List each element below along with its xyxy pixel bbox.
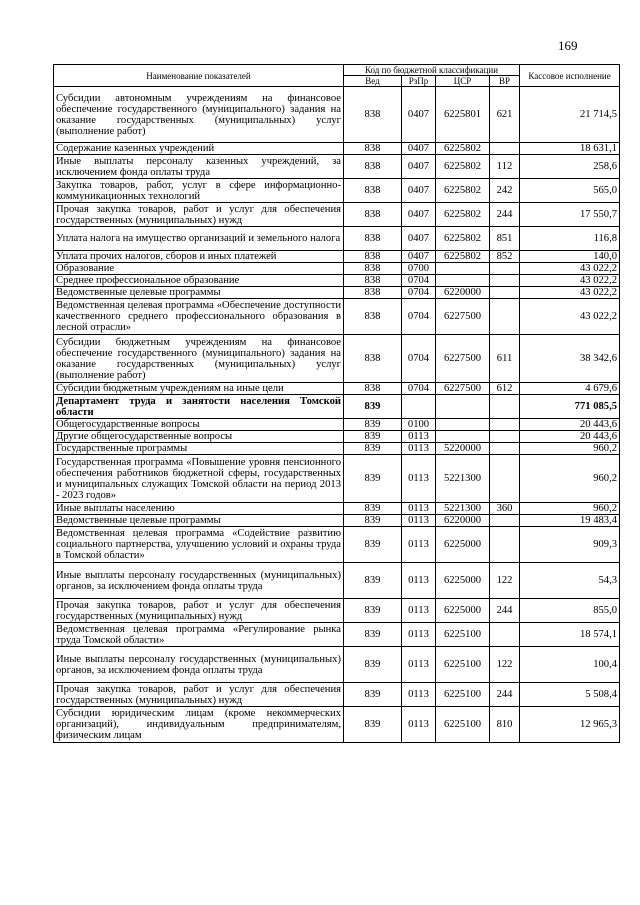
cell-vr [490, 623, 520, 647]
cell-amount: 21 714,5 [520, 87, 620, 143]
cell-amount: 20 443,6 [520, 419, 620, 431]
cell-amount: 960,2 [520, 443, 620, 455]
cell-rzpr: 0407 [402, 251, 436, 263]
table-row [54, 455, 620, 503]
header-code-group: Код по бюджетной классификации [344, 65, 520, 76]
cell-name: Ведомственная целевая программа «Содействие развитию социального партнерства, улучшению условий и охраны труда в Томской области» [54, 527, 344, 563]
cell-csr: 6220000 [436, 515, 490, 527]
cell-vr [490, 395, 520, 419]
cell-csr: 5221300 [436, 455, 490, 503]
cell-amount: 258,6 [520, 155, 620, 179]
cell-rzpr: 0113 [402, 431, 436, 443]
cell-csr [436, 275, 490, 287]
cell-ved: 839 [344, 647, 402, 683]
table-row [54, 275, 620, 287]
cell-name: Государственная программа «Повышение уровня пенсионного обеспечения работников бюджетной сферы, государственных и муниципальных служащих Томской области на период 2013 - 2023 годов» [54, 455, 344, 503]
cell-amount: 18 631,1 [520, 143, 620, 155]
cell-rzpr: 0113 [402, 503, 436, 515]
cell-rzpr: 0113 [402, 647, 436, 683]
cell-ved: 838 [344, 383, 402, 395]
cell-csr: 6225801 [436, 87, 490, 143]
header-name: Наименование показателей [54, 65, 344, 87]
cell-vr: 122 [490, 563, 520, 599]
cell-ved: 838 [344, 227, 402, 251]
cell-rzpr: 0113 [402, 683, 436, 707]
table-row [54, 335, 620, 383]
cell-amount: 43 022,2 [520, 263, 620, 275]
cell-ved: 839 [344, 443, 402, 455]
cell-name: Содержание казенных учреждений [54, 143, 344, 155]
cell-ved: 839 [344, 503, 402, 515]
cell-ved: 839 [344, 431, 402, 443]
cell-csr: 6225000 [436, 527, 490, 563]
cell-csr: 6225802 [436, 251, 490, 263]
cell-name: Иные выплаты персоналу государственных (муниципальных) органов, за исключением фонда оплаты труда [54, 563, 344, 599]
table-row [54, 503, 620, 515]
cell-rzpr: 0704 [402, 383, 436, 395]
table-row [54, 515, 620, 527]
cell-rzpr: 0407 [402, 203, 436, 227]
table-row [54, 87, 620, 143]
cell-amount: 17 550,7 [520, 203, 620, 227]
cell-ved: 839 [344, 455, 402, 503]
cell-ved: 838 [344, 263, 402, 275]
cell-name: Субсидии юридическим лицам (кроме некоммерческих организаций), индивидуальным предпринимателям, физическим лицам [54, 707, 344, 743]
budget-execution-table [53, 64, 620, 743]
cell-name: Ведомственные целевые программы [54, 287, 344, 299]
cell-rzpr: 0113 [402, 563, 436, 599]
cell-name: Прочая закупка товаров, работ и услуг для обеспечения государственных (муниципальных) нужд [54, 599, 344, 623]
cell-rzpr: 0704 [402, 299, 436, 335]
cell-vr [490, 515, 520, 527]
header-rzpr: РзПр [402, 76, 436, 87]
cell-vr [490, 443, 520, 455]
cell-name: Иные выплаты населению [54, 503, 344, 515]
cell-vr: 851 [490, 227, 520, 251]
cell-vr: 852 [490, 251, 520, 263]
cell-amount: 43 022,2 [520, 287, 620, 299]
cell-vr: 621 [490, 87, 520, 143]
table-body [54, 87, 620, 743]
cell-amount: 38 342,6 [520, 335, 620, 383]
cell-csr: 6220000 [436, 287, 490, 299]
cell-csr: 6225100 [436, 647, 490, 683]
cell-rzpr: 0704 [402, 275, 436, 287]
cell-ved: 839 [344, 395, 402, 419]
cell-ved: 838 [344, 287, 402, 299]
cell-vr: 810 [490, 707, 520, 743]
cell-rzpr: 0113 [402, 515, 436, 527]
cell-ved: 839 [344, 527, 402, 563]
cell-vr: 112 [490, 155, 520, 179]
table-row [54, 395, 620, 419]
table-row [54, 431, 620, 443]
cell-rzpr: 0407 [402, 227, 436, 251]
cell-ved: 839 [344, 563, 402, 599]
cell-rzpr: 0704 [402, 287, 436, 299]
cell-rzpr: 0407 [402, 155, 436, 179]
cell-amount: 18 574,1 [520, 623, 620, 647]
header-amount: Кассовое исполнение [520, 65, 620, 87]
cell-rzpr [402, 395, 436, 419]
table-row [54, 143, 620, 155]
table-row [54, 179, 620, 203]
cell-csr [436, 263, 490, 275]
cell-name: Образование [54, 263, 344, 275]
cell-vr [490, 419, 520, 431]
cell-csr: 6225802 [436, 143, 490, 155]
cell-amount: 565,0 [520, 179, 620, 203]
cell-vr [490, 527, 520, 563]
cell-amount: 100,4 [520, 647, 620, 683]
cell-csr: 5221300 [436, 503, 490, 515]
cell-ved: 838 [344, 179, 402, 203]
cell-amount: 19 483,4 [520, 515, 620, 527]
cell-amount: 4 679,6 [520, 383, 620, 395]
cell-name: Закупка товаров, работ, услуг в сфере информационно-коммуникационных технологий [54, 179, 344, 203]
cell-ved: 838 [344, 275, 402, 287]
cell-vr [490, 287, 520, 299]
cell-ved: 838 [344, 251, 402, 263]
cell-ved: 838 [344, 299, 402, 335]
cell-ved: 839 [344, 707, 402, 743]
cell-name: Ведомственные целевые программы [54, 515, 344, 527]
header-vr: ВР [490, 76, 520, 87]
table-row [54, 227, 620, 251]
cell-rzpr: 0113 [402, 527, 436, 563]
cell-amount: 54,3 [520, 563, 620, 599]
cell-csr: 6225802 [436, 155, 490, 179]
header-ved: Вед [344, 76, 402, 87]
cell-rzpr: 0113 [402, 599, 436, 623]
table-row [54, 263, 620, 275]
table-row [54, 383, 620, 395]
cell-vr [490, 143, 520, 155]
cell-name: Прочая закупка товаров, работ и услуг для обеспечения государственных (муниципальных) нужд [54, 203, 344, 227]
cell-name: Общегосударственные вопросы [54, 419, 344, 431]
cell-amount: 855,0 [520, 599, 620, 623]
cell-amount: 960,2 [520, 503, 620, 515]
cell-rzpr: 0113 [402, 455, 436, 503]
cell-vr: 122 [490, 647, 520, 683]
table-row [54, 419, 620, 431]
cell-csr: 6225100 [436, 707, 490, 743]
cell-name: Уплата налога на имущество организаций и земельного налога [54, 227, 344, 251]
cell-csr: 6227500 [436, 335, 490, 383]
table-row [54, 299, 620, 335]
cell-csr [436, 419, 490, 431]
cell-rzpr: 0407 [402, 87, 436, 143]
cell-vr: 244 [490, 203, 520, 227]
cell-ved: 838 [344, 87, 402, 143]
cell-csr: 6225000 [436, 599, 490, 623]
cell-vr [490, 431, 520, 443]
cell-ved: 838 [344, 155, 402, 179]
cell-name: Субсидии бюджетным учреждениям на иные цели [54, 383, 344, 395]
cell-vr [490, 455, 520, 503]
cell-name: Субсидии бюджетным учреждениям на финансовое обеспечение государственного (муниципального) задания на оказание государственных (муниципальных) услуг (выполнение работ) [54, 335, 344, 383]
cell-amount: 20 443,6 [520, 431, 620, 443]
cell-amount: 140,0 [520, 251, 620, 263]
cell-name: Департамент труда и занятости населения Томской области [54, 395, 344, 419]
cell-ved: 839 [344, 623, 402, 647]
cell-csr: 6225000 [436, 563, 490, 599]
cell-rzpr: 0113 [402, 443, 436, 455]
cell-csr: 5220000 [436, 443, 490, 455]
table-row [54, 563, 620, 599]
table-row [54, 251, 620, 263]
table-row [54, 599, 620, 623]
cell-csr: 6227500 [436, 383, 490, 395]
cell-amount: 116,8 [520, 227, 620, 251]
table-row [54, 683, 620, 707]
cell-rzpr: 0700 [402, 263, 436, 275]
cell-csr: 6225100 [436, 683, 490, 707]
cell-vr: 612 [490, 383, 520, 395]
cell-vr: 360 [490, 503, 520, 515]
table-row [54, 527, 620, 563]
cell-csr: 6225802 [436, 203, 490, 227]
cell-amount: 43 022,2 [520, 299, 620, 335]
cell-ved: 839 [344, 515, 402, 527]
cell-vr [490, 275, 520, 287]
table-row [54, 623, 620, 647]
cell-name: Уплата прочих налогов, сборов и иных платежей [54, 251, 344, 263]
cell-name: Государственные программы [54, 443, 344, 455]
cell-ved: 838 [344, 335, 402, 383]
header-csr: ЦСР [436, 76, 490, 87]
cell-rzpr: 0113 [402, 707, 436, 743]
cell-name: Иные выплаты персоналу государственных (муниципальных) органов, за исключением фонда оплаты труда [54, 647, 344, 683]
cell-vr: 244 [490, 599, 520, 623]
cell-ved: 838 [344, 203, 402, 227]
cell-name: Субсидии автономным учреждениям на финансовое обеспечение государственного (муниципального) задания на оказание государственных (муниципальных) услуг (выполнение работ) [54, 87, 344, 143]
table-row [54, 707, 620, 743]
cell-name: Ведомственная целевая программа «Обеспечение доступности качественного среднего профессионального образования в лесной отрасли» [54, 299, 344, 335]
cell-amount: 12 965,3 [520, 707, 620, 743]
table-row [54, 443, 620, 455]
cell-csr: 6227500 [436, 299, 490, 335]
cell-csr: 6225802 [436, 227, 490, 251]
table-row [54, 287, 620, 299]
cell-ved: 839 [344, 683, 402, 707]
page-number: 169 [558, 38, 578, 53]
cell-amount: 5 508,4 [520, 683, 620, 707]
cell-vr: 244 [490, 683, 520, 707]
cell-vr: 242 [490, 179, 520, 203]
cell-ved: 839 [344, 419, 402, 431]
cell-vr [490, 299, 520, 335]
cell-csr [436, 395, 490, 419]
cell-rzpr: 0113 [402, 623, 436, 647]
cell-vr [490, 263, 520, 275]
cell-rzpr: 0704 [402, 335, 436, 383]
cell-name: Иные выплаты персоналу казенных учреждений, за исключением фонда оплаты труда [54, 155, 344, 179]
cell-csr: 6225802 [436, 179, 490, 203]
cell-name: Ведомственная целевая программа «Регулирование рынка труда Томской области» [54, 623, 344, 647]
cell-amount: 909,3 [520, 527, 620, 563]
cell-name: Прочая закупка товаров, работ и услуг для обеспечения государственных (муниципальных) нужд [54, 683, 344, 707]
cell-rzpr: 0100 [402, 419, 436, 431]
cell-rzpr: 0407 [402, 143, 436, 155]
cell-name: Среднее профессиональное образование [54, 275, 344, 287]
table-row [54, 203, 620, 227]
cell-vr: 611 [490, 335, 520, 383]
cell-name: Другие общегосударственные вопросы [54, 431, 344, 443]
cell-ved: 839 [344, 599, 402, 623]
cell-csr [436, 431, 490, 443]
cell-csr: 6225100 [436, 623, 490, 647]
cell-amount: 771 085,5 [520, 395, 620, 419]
cell-rzpr: 0407 [402, 179, 436, 203]
table-row [54, 647, 620, 683]
cell-amount: 43 022,2 [520, 275, 620, 287]
cell-amount: 960,2 [520, 455, 620, 503]
table-row [54, 155, 620, 179]
cell-ved: 838 [344, 143, 402, 155]
